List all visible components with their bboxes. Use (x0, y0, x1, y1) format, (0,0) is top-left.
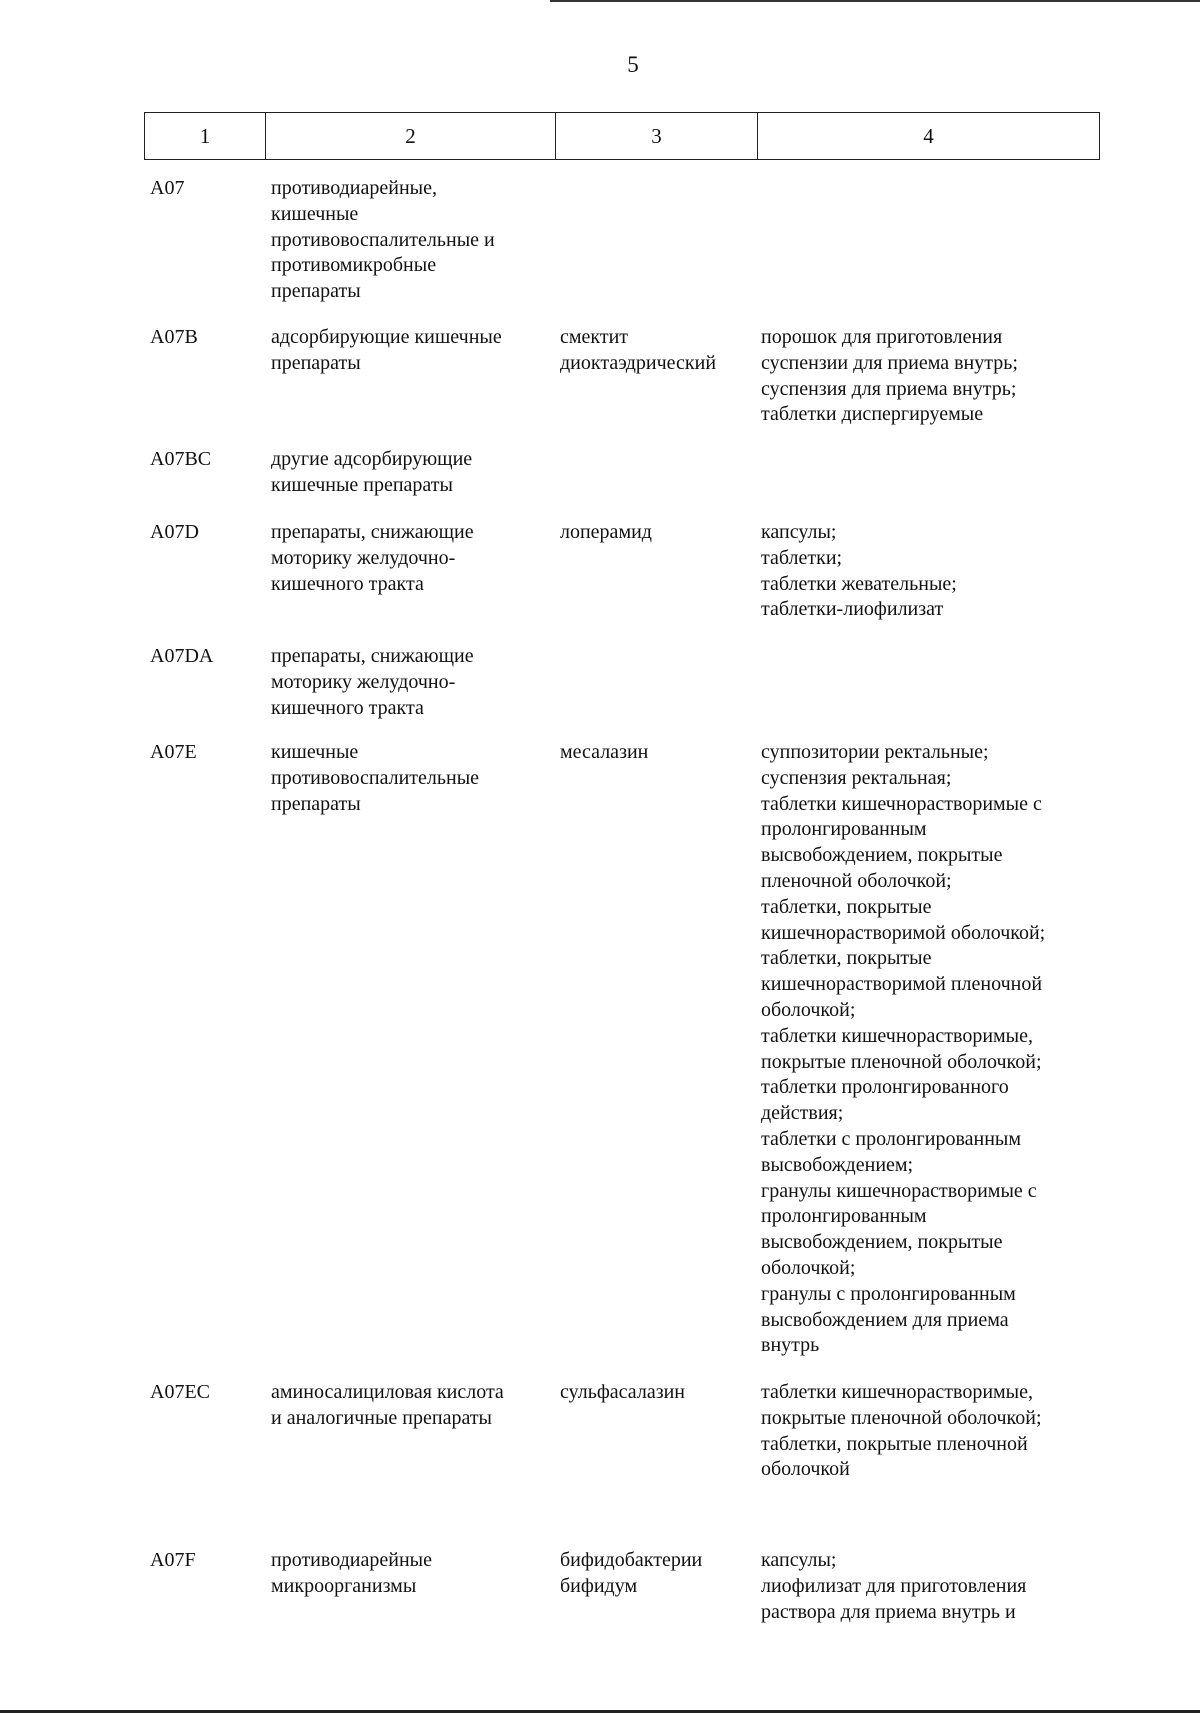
header-col-2: 2 (266, 113, 556, 159)
group-name: препараты, снижающие моторику желудочно- кишечного тракта (271, 645, 474, 719)
header-col-3: 3 (556, 113, 758, 159)
atc-code: А07 (150, 177, 185, 199)
group-name: препараты, снижающие моторику желудочно- кишечного тракта (271, 521, 474, 595)
group-name: аминосалициловая кислота и аналогичные препараты (271, 1381, 504, 1429)
atc-code: А07В (150, 326, 198, 348)
dosage-form: порошок для приготовления суспензии для приема внутрь; суспензия для приема внутрь; таблетки диспергируемые (761, 326, 1018, 426)
dosage-form: суппозитории ректальные; суспензия ректальная; таблетки кишечнорастворимые с пролонгированным высвобождением, покрытые пленочной оболочкой; таблетки, покрытые кишечнорастворимой оболочкой; таблетки, покрытые кишечнорастворимой пленочной оболочкой; таблетки кишечнорастворимые, покрытые пленочной оболочкой; таблетки пролонгированного действия; таблетки с пролонгированным высвобождением; гранулы кишечнорастворимые с пролонгированным высвобождением, покрытые оболочкой; гранулы с пролонгированным высвобождением для приема внутрь (761, 741, 1046, 1357)
dosage-form: капсулы; лиофилизат для приготовления раствора для приема внутрь и (761, 1549, 1027, 1623)
drug-name: месалазин (560, 741, 649, 763)
drug-name: бифидобактерии бифидум (560, 1549, 703, 1597)
header-col-1: 1 (145, 113, 266, 159)
drug-name: лоперамид (560, 521, 652, 543)
header-col-4: 4 (923, 123, 934, 148)
group-name: противодиарейные, кишечные противовоспалительные и противомикробные препараты (271, 177, 495, 303)
atc-code: А07F (150, 1549, 196, 1571)
page-number: 5 (627, 52, 639, 77)
dosage-form: капсулы; таблетки; таблетки жевательные; таблетки-лиофилизат (761, 521, 957, 621)
group-name: другие адсорбирующие кишечные препараты (271, 448, 473, 496)
dosage-form: таблетки кишечнорастворимые, покрытые пленочной оболочкой; таблетки, покрытые пленочной оболочкой (761, 1381, 1042, 1481)
group-name: адсорбирующие кишечные препараты (271, 326, 502, 374)
table-header (144, 112, 1100, 160)
scan-edge-line (550, 0, 1200, 2)
drug-name: сульфасалазин (560, 1381, 686, 1403)
group-name: противодиарейные микроорганизмы (271, 1549, 432, 1597)
atc-code: А07ЕС (150, 1381, 210, 1403)
atc-code: А07ВС (150, 448, 212, 470)
atc-code: А07DА (150, 645, 214, 667)
atc-code: А07Е (150, 741, 197, 763)
atc-code: А07D (150, 521, 199, 543)
drug-name: смектит диоктаэдрический (560, 326, 717, 374)
group-name: кишечные противовоспалительные препараты (271, 741, 480, 815)
